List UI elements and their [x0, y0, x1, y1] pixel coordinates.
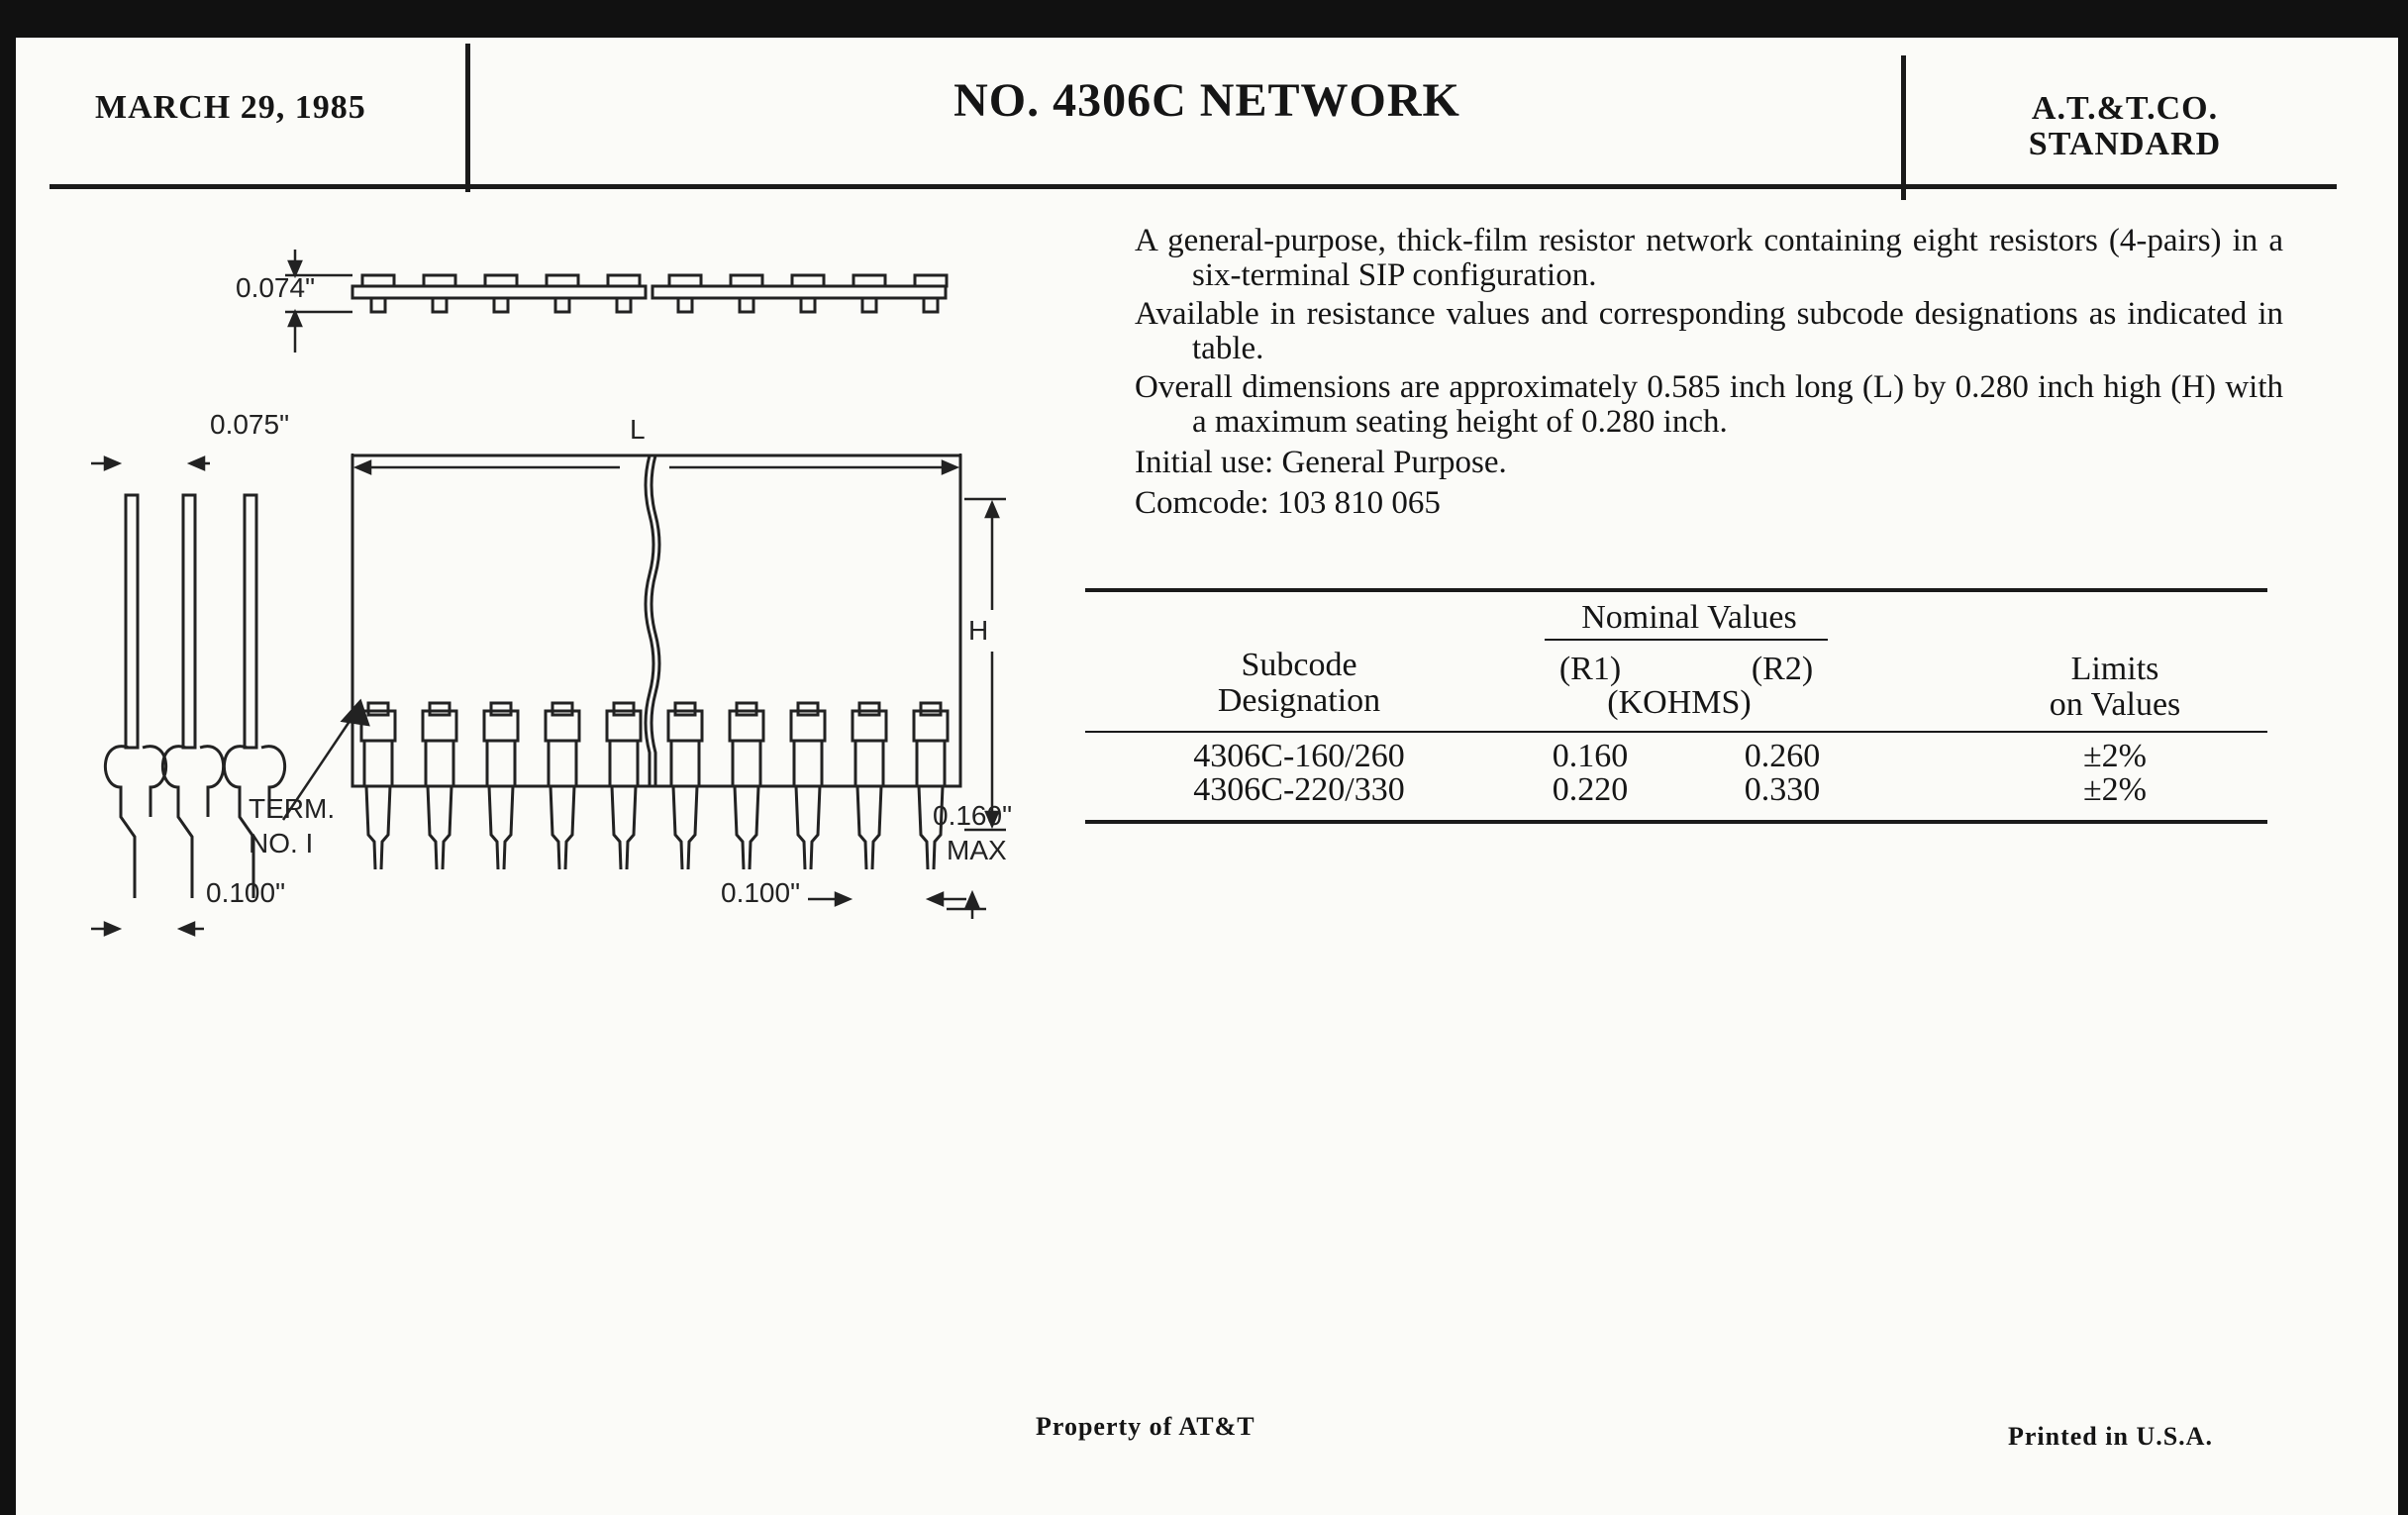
- side-pin-top: [547, 275, 578, 286]
- terminal-clip-top: [491, 703, 511, 715]
- nominal-values-header: Nominal Values: [1581, 599, 1797, 636]
- cell-r1: 0.160: [1552, 738, 1629, 774]
- term-label-line-2: NO. I: [249, 828, 314, 858]
- side-pin-bottom: [371, 298, 385, 312]
- side-view: [352, 275, 947, 312]
- col-header-r1: (R1): [1558, 651, 1622, 687]
- terminal-clip-top: [675, 703, 695, 715]
- lead-profile-shaft: [126, 495, 138, 748]
- terminal-clip-top: [614, 703, 634, 715]
- description: [1135, 224, 2283, 525]
- side-pin-top: [669, 275, 701, 286]
- dim-arrowhead: [929, 893, 943, 905]
- standard-line-2: STANDARD: [2028, 126, 2222, 162]
- side-pin-top: [853, 275, 885, 286]
- lead-profile-shaft: [183, 495, 195, 748]
- side-pin-top: [608, 275, 640, 286]
- network-drawing: [16, 38, 1065, 988]
- side-body-left: [352, 286, 646, 298]
- dimension-lines: [91, 250, 1006, 935]
- property-notice: Property of AT&T: [1036, 1412, 1255, 1441]
- nominal-values-underline: [1545, 639, 1828, 641]
- side-pin-top: [792, 275, 824, 286]
- side-pin-bottom: [678, 298, 692, 312]
- standard-line-1: A.T.&T.CO.: [2031, 90, 2219, 127]
- side-pin-bottom: [555, 298, 569, 312]
- break-line-b: [652, 455, 659, 786]
- col-header-subcode-line-1: Subcode: [1241, 647, 1357, 683]
- header-divider-right: [1901, 55, 1906, 200]
- side-pin-top: [731, 275, 762, 286]
- term-label-line-1: TERM.: [249, 793, 336, 824]
- terminal-clip-top: [921, 703, 941, 715]
- dim-seat-label-2: MAX: [947, 835, 1007, 865]
- terminal-clip-top: [737, 703, 756, 715]
- standard-label: [1986, 91, 2263, 162]
- col-header-limits-line-1: Limits: [2070, 651, 2159, 687]
- side-pin-bottom: [494, 298, 508, 312]
- dim-height-label: H: [968, 615, 989, 646]
- printed-notice: Printed in U.S.A.: [2008, 1422, 2213, 1451]
- cell-subcode: 4306C-220/330: [1193, 771, 1405, 808]
- dim-top-label: 0.074": [236, 272, 316, 303]
- col-header-subcode: [1131, 648, 1467, 719]
- dim-pitch-left-label: 0.100": [206, 877, 286, 908]
- table-top-rule: [1085, 588, 2267, 592]
- dim-arrowhead: [986, 503, 998, 517]
- cell-limits: ±2%: [2083, 771, 2147, 808]
- cell-limits: ±2%: [2083, 738, 2147, 774]
- table-row: [16, 772, 2398, 808]
- lead-profile-shaft: [245, 495, 256, 748]
- dim-arrowhead: [289, 312, 301, 326]
- side-pin-top: [362, 275, 394, 286]
- term-leader-arrowhead: [343, 701, 368, 725]
- col-header-limits: [1976, 652, 2254, 723]
- dim-arrowhead: [190, 457, 204, 469]
- dim-arrowhead: [105, 457, 119, 469]
- side-pin-top: [485, 275, 517, 286]
- table-row: [16, 739, 2398, 774]
- cell-r2: 0.330: [1744, 771, 1821, 808]
- col-header-limits-line-2: on Values: [2049, 686, 2181, 723]
- side-body-right: [652, 286, 946, 298]
- terminal-clip-top: [552, 703, 572, 715]
- side-pin-top: [424, 275, 455, 286]
- dim-length-label: L: [630, 414, 646, 445]
- dim-arrowhead: [966, 893, 978, 907]
- dim-pitch-right-label: 0.100": [721, 877, 801, 908]
- col-header-subcode-line-2: Designation: [1217, 682, 1381, 719]
- side-pin-bottom: [617, 298, 631, 312]
- dim-arrowhead: [105, 923, 119, 935]
- side-pin-top: [915, 275, 947, 286]
- dim-arrowhead: [180, 923, 194, 935]
- side-pin-bottom: [924, 298, 938, 312]
- side-pin-bottom: [740, 298, 753, 312]
- table-bottom-rule: [1085, 820, 2267, 824]
- cell-subcode: 4306C-160/260: [1193, 738, 1405, 774]
- side-pin-bottom: [801, 298, 815, 312]
- dim-arrowhead: [943, 461, 956, 473]
- initial-use: Initial use: General Purpose.: [1135, 445, 1507, 480]
- table-header-rule: [1085, 731, 2267, 733]
- terminal-clip-top: [368, 703, 388, 715]
- description-paragraph-2: Available in resistance values and corresponding subcode designations as indicated in table.: [1135, 296, 2283, 366]
- comcode: Comcode: 103 810 065: [1135, 485, 1441, 521]
- cell-r1: 0.220: [1552, 771, 1629, 808]
- dim-lead-width-label: 0.075": [210, 409, 290, 440]
- col-header-units: (KOHMS): [1607, 684, 1752, 721]
- data-sheet: [16, 38, 2398, 1515]
- dim-arrowhead: [836, 893, 850, 905]
- issue-date: MARCH 29, 1985: [95, 89, 366, 126]
- description-paragraph-1: A general-purpose, thick-film resistor network containing eight resistors (4-pairs) in a six-terminal SIP configuration.: [1135, 223, 2283, 293]
- description-paragraph-3: Overall dimensions are approximately 0.585 inch long (L) by 0.280 inch high (H) with a maximum seating height of 0.280 inch.: [1135, 369, 2283, 440]
- side-pin-bottom: [433, 298, 447, 312]
- side-pin-bottom: [862, 298, 876, 312]
- cell-r2: 0.260: [1744, 738, 1821, 774]
- terminal-clip-top: [798, 703, 818, 715]
- col-header-r2: (R2): [1751, 651, 1814, 687]
- terminal-clip-top: [859, 703, 879, 715]
- dim-arrowhead: [356, 461, 370, 473]
- page-title: NO. 4306C NETWORK: [953, 74, 1460, 127]
- dim-seat-label-1: 0.160": [933, 800, 1013, 831]
- network-body: [352, 455, 960, 786]
- terminal-clip-top: [430, 703, 450, 715]
